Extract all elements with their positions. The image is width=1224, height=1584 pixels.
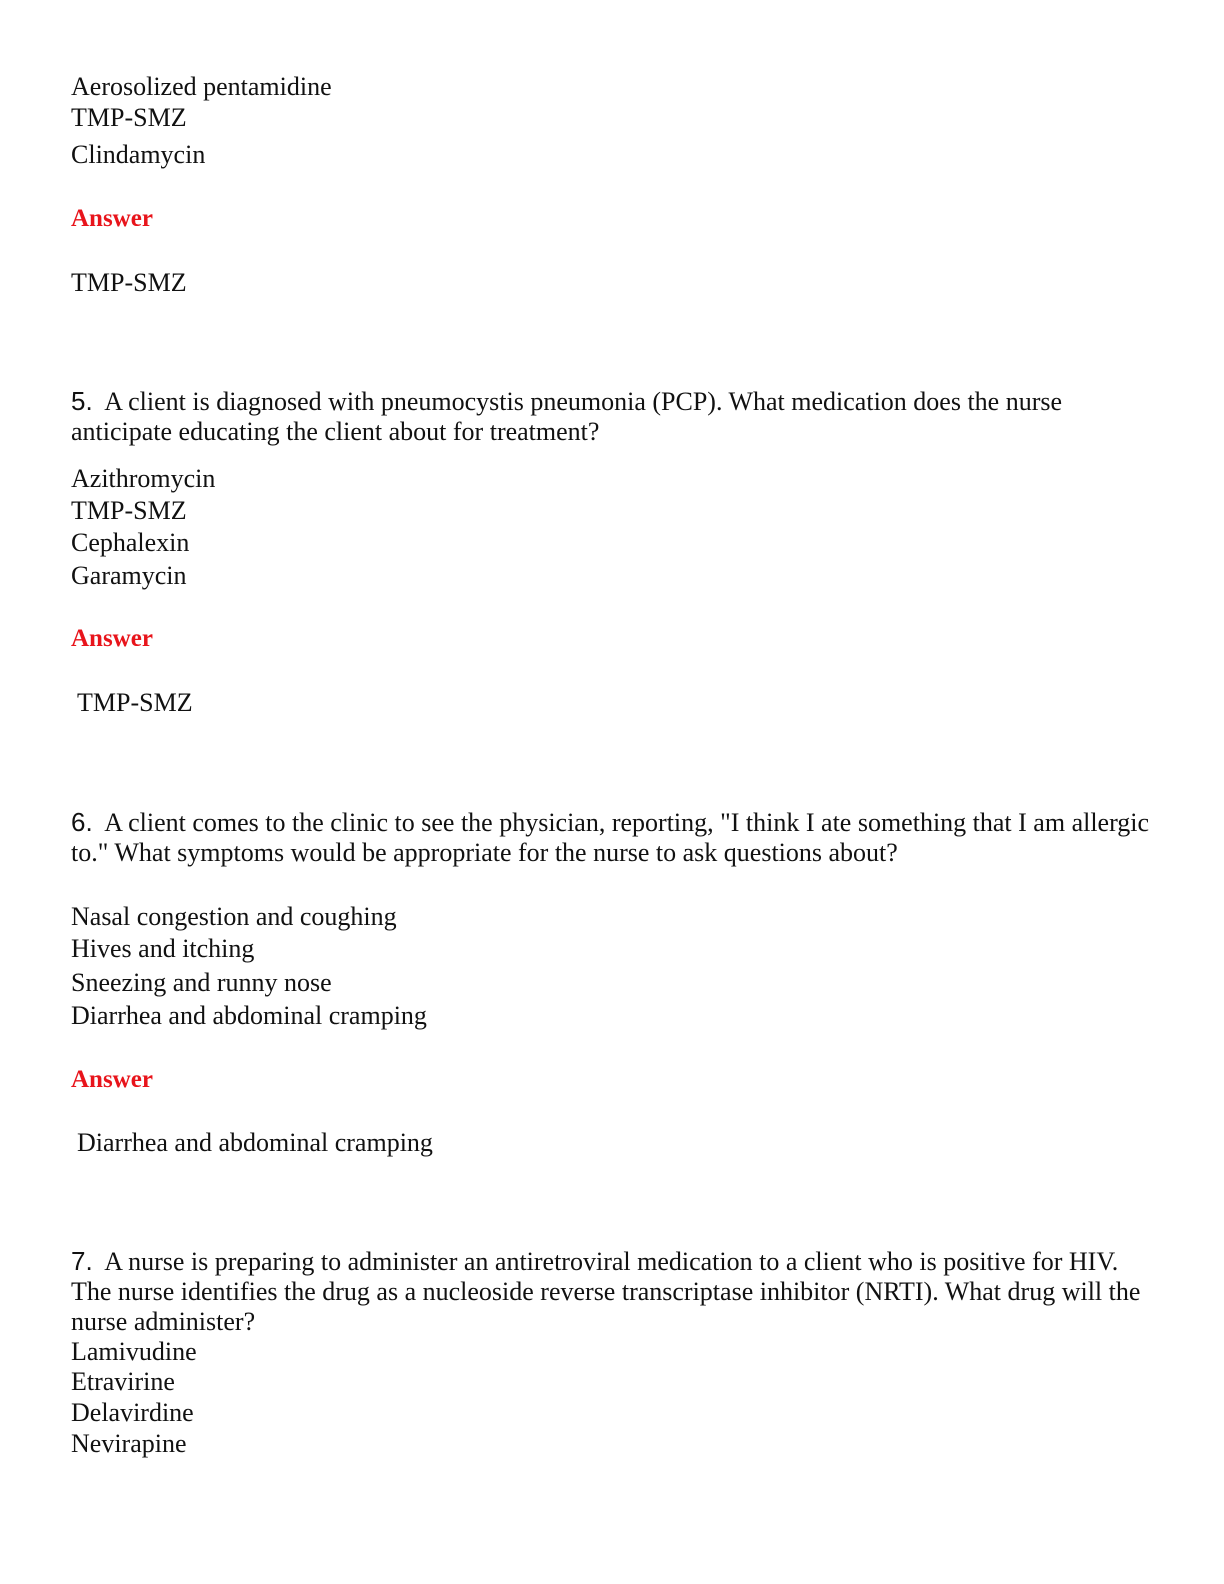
option-text: Garamycin xyxy=(71,561,187,590)
option-text: Hives and itching xyxy=(71,934,255,963)
question-number: 6. xyxy=(71,807,93,837)
option-text: TMP-SMZ xyxy=(71,496,187,525)
question-number: 5. xyxy=(71,386,93,416)
answer-text: TMP-SMZ xyxy=(71,268,187,297)
question-text: A nurse is preparing to administer an antiretroviral medication to a client who is positive for HIV. The nurse identifies the drug as a nucleoside reverse transcriptase inhibitor (NRTI). What drug will the nurse administer? xyxy=(71,1247,1141,1336)
question-text: A client is diagnosed with pneumocystis pneumonia (PCP). What medication does the nurse anticipate educating the client about for treatment? xyxy=(71,387,1063,446)
option-text: Etravirine xyxy=(71,1367,175,1396)
question-number: 7. xyxy=(71,1246,93,1276)
option-text: Clindamycin xyxy=(71,140,206,169)
option-text: Lamivudine xyxy=(71,1337,197,1366)
answer-label: Answer xyxy=(71,625,153,652)
option-text: Cephalexin xyxy=(71,528,190,557)
option-text: Nasal congestion and coughing xyxy=(71,902,397,931)
question-5 xyxy=(71,386,1151,447)
option-text: TMP-SMZ xyxy=(71,103,187,132)
option-text: Aerosolized pentamidine xyxy=(71,72,332,101)
answer-text: Diarrhea and abdominal cramping xyxy=(77,1128,433,1157)
option-text: Diarrhea and abdominal cramping xyxy=(71,1001,427,1030)
question-6 xyxy=(71,807,1151,868)
answer-label: Answer xyxy=(71,1066,153,1093)
option-text: Azithromycin xyxy=(71,464,216,493)
option-text: Sneezing and runny nose xyxy=(71,968,332,997)
option-text: Delavirdine xyxy=(71,1398,194,1427)
answer-label: Answer xyxy=(71,205,153,232)
question-text: A client comes to the clinic to see the physician, reporting, "I think I ate something that I am allergic to." What symptoms would be appropriate for the nurse to ask questions about? xyxy=(71,808,1150,867)
question-7 xyxy=(71,1246,1151,1337)
option-text: Nevirapine xyxy=(71,1429,187,1458)
answer-text: TMP-SMZ xyxy=(77,688,193,717)
